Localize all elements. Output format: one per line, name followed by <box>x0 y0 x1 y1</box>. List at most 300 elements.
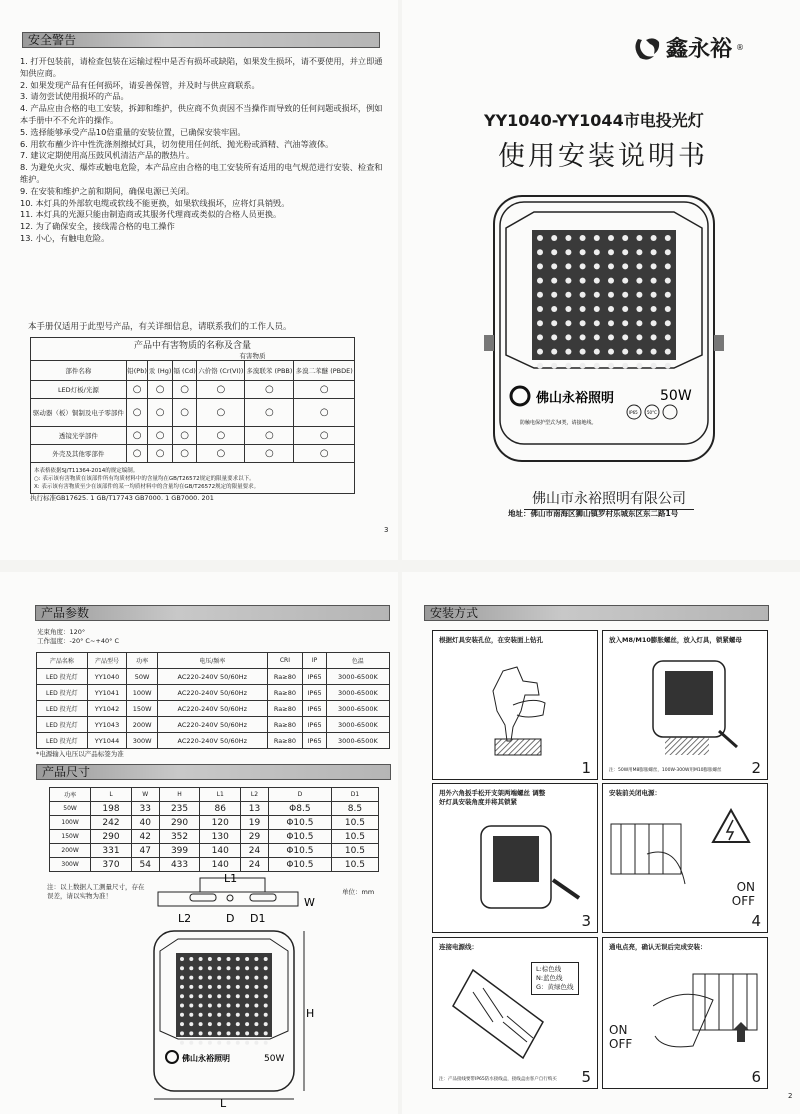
step-caption: 安装前关闭电源： <box>609 789 661 797</box>
led-chip <box>665 363 671 369</box>
led-chip <box>180 994 184 998</box>
led-chip <box>594 235 600 241</box>
table-cell: AC220-240V 50/60Hz <box>158 733 268 749</box>
led-chip <box>245 985 249 989</box>
table-cell: 200W <box>127 717 158 733</box>
led-chip <box>537 320 543 326</box>
led-chip <box>651 363 657 369</box>
led-chip <box>651 349 657 355</box>
led-chip <box>227 1013 231 1017</box>
table-row <box>50 858 379 872</box>
table-cell: YY1042 <box>87 701 127 717</box>
step-caption: 放入M8/M10膨胀螺丝，放入灯具，锁紧螺母 <box>609 636 742 644</box>
led-chip <box>665 249 671 255</box>
led-chip <box>189 994 193 998</box>
table-cell: 3000-6500K <box>326 685 389 701</box>
hazard-mark: ○ <box>172 445 196 463</box>
led-chip <box>551 249 557 255</box>
led-chip <box>565 363 571 369</box>
power-switch-label <box>609 1023 632 1051</box>
led-chip <box>580 363 586 369</box>
led-chip <box>665 278 671 284</box>
led-chip <box>651 263 657 269</box>
step-caption: 连接电源线： <box>439 943 478 951</box>
led-chip <box>227 994 231 998</box>
led-chip <box>636 306 642 312</box>
led-chip <box>245 1004 249 1008</box>
hazard-header: 多溴联苯 (PBB) <box>245 361 294 381</box>
drill-icon <box>483 661 563 761</box>
table-row <box>31 399 355 427</box>
table-cell: 300W <box>50 858 91 872</box>
hazard-note: 本表格依据SJ/T11364-2014的规定编制。 <box>34 468 139 474</box>
led-chip <box>217 957 221 961</box>
table-cell: Ra≥80 <box>267 669 303 685</box>
table-cell: 86 <box>200 802 241 816</box>
led-chip <box>594 349 600 355</box>
label-D1: D1 <box>250 912 266 924</box>
table-cell: Φ10.5 <box>268 830 331 844</box>
led-chip <box>236 966 240 970</box>
hazard-mark: ○ <box>197 399 245 427</box>
install-step-6 <box>602 937 768 1089</box>
led-chip <box>580 306 586 312</box>
led-chip <box>651 249 657 255</box>
column-header: D1 <box>331 788 378 802</box>
led-chip <box>254 966 258 970</box>
table-cell: LED 投光灯 <box>37 669 88 685</box>
dims-header: 产品尺寸 <box>36 764 391 780</box>
table-row <box>31 381 355 399</box>
table-cell: 24 <box>241 844 269 858</box>
table-cell: 150W <box>127 701 158 717</box>
header-row <box>37 653 390 669</box>
install-step-3 <box>432 783 598 933</box>
led-chip <box>189 1004 193 1008</box>
high-voltage-warning-icon <box>711 808 751 844</box>
step-note: 注：产品接线要带IP65防水接线盒，接线盒由客户自行购买 <box>439 1077 557 1082</box>
off-label: OFF <box>609 1037 633 1051</box>
led-chip <box>180 985 184 989</box>
hazard-header: 镉 (Cd) <box>172 361 196 381</box>
led-chip <box>245 966 249 970</box>
hazard-notes-row <box>31 463 355 494</box>
brand-name: 鑫永裕 <box>666 37 733 62</box>
column-header: 产品名称 <box>37 653 88 669</box>
table-cell: Φ10.5 <box>268 816 331 830</box>
led-chip <box>580 249 586 255</box>
led-chip <box>594 306 600 312</box>
led-chip <box>551 349 557 355</box>
wire-G: G：黄绿色线 <box>536 983 574 991</box>
led-chip <box>565 320 571 326</box>
led-chip <box>245 1041 249 1045</box>
led-chip <box>665 334 671 340</box>
hazard-part: 外壳及其他零部件 <box>31 445 127 463</box>
hazard-table <box>30 337 355 494</box>
table-cell: Φ8.5 <box>268 802 331 816</box>
beam-angle: 光束角度：120° <box>37 628 86 636</box>
led-chip <box>565 306 571 312</box>
led-chip <box>594 249 600 255</box>
led-chip <box>208 1041 212 1045</box>
swirl-logo-icon <box>632 34 662 62</box>
column-header: H <box>159 788 200 802</box>
led-chip <box>264 966 268 970</box>
table-cell: 140 <box>200 858 241 872</box>
breaker-panel-icon <box>607 814 687 894</box>
hazard-title-row <box>31 338 355 352</box>
led-chip <box>565 278 571 284</box>
page-safety <box>0 0 398 560</box>
table-cell: Ra≥80 <box>267 717 303 733</box>
led-chip <box>236 1022 240 1026</box>
hazard-header: 六价铬 (Cr(VI)) <box>197 361 245 381</box>
led-chip <box>208 1022 212 1026</box>
safety-list <box>20 56 390 245</box>
led-chip <box>636 334 642 340</box>
led-chip <box>180 1022 184 1026</box>
led-chip <box>227 1022 231 1026</box>
led-chip <box>580 263 586 269</box>
led-chip <box>608 278 614 284</box>
hazard-part: 驱动器（板）铜制及电子零部件 <box>31 399 127 427</box>
led-chip <box>189 1013 193 1017</box>
column-header: 电压/频率 <box>158 653 268 669</box>
led-chip <box>580 235 586 241</box>
led-chip <box>551 320 557 326</box>
led-chip <box>264 1041 268 1045</box>
table-cell: AC220-240V 50/60Hz <box>158 701 268 717</box>
led-chip <box>245 1031 249 1035</box>
table-cell: 40 <box>131 816 159 830</box>
table-cell: 198 <box>91 802 132 816</box>
led-chip <box>608 306 614 312</box>
led-chip <box>537 235 543 241</box>
led-chip <box>651 278 657 284</box>
table-cell: 8.5 <box>331 802 378 816</box>
table-row <box>31 445 355 463</box>
label-L1: L1 <box>224 872 238 885</box>
led-chip <box>565 235 571 241</box>
led-chip <box>199 1013 203 1017</box>
led-chip <box>622 363 628 369</box>
step-number: 1 <box>581 759 591 777</box>
table-row <box>37 733 390 749</box>
led-chip <box>608 235 614 241</box>
hazard-mark: ○ <box>126 427 147 445</box>
table-cell: 10.5 <box>331 858 378 872</box>
table-cell: 150W <box>50 830 91 844</box>
column-header: IP <box>303 653 326 669</box>
hazard-mark: ○ <box>245 381 294 399</box>
dims-note: 注：以上数据人工测量尺寸，存在误差，请以实物为准！ <box>47 883 145 900</box>
mounted-floodlight-icon <box>643 657 743 757</box>
led-chip <box>236 1013 240 1017</box>
table-cell: 29 <box>241 830 269 844</box>
led-chip <box>551 235 557 241</box>
led-chip <box>199 1004 203 1008</box>
table-row <box>37 669 390 685</box>
table-row <box>37 685 390 701</box>
led-chip <box>199 966 203 970</box>
table-cell: IP65 <box>303 669 326 685</box>
led-chip <box>189 957 193 961</box>
led-chip <box>594 263 600 269</box>
hazard-mark: ○ <box>197 381 245 399</box>
table-cell: 352 <box>159 830 200 844</box>
params-table <box>36 652 390 749</box>
table-row <box>31 427 355 445</box>
led-chip <box>622 235 628 241</box>
led-chip <box>227 957 231 961</box>
page-specs <box>0 572 398 1114</box>
table-cell: Ra≥80 <box>267 733 303 749</box>
working-temp: 工作温度：-20° C~+40° C <box>37 637 119 645</box>
table-cell: 235 <box>159 802 200 816</box>
led-chip <box>254 1022 258 1026</box>
table-row <box>37 701 390 717</box>
led-chip <box>622 263 628 269</box>
led-chip <box>180 957 184 961</box>
side-profile-diagram <box>150 872 320 924</box>
standards: 执行标准GB17625. 1 GB/T17743 GB7000. 1 GB7000. 201 <box>30 494 214 502</box>
hazard-mark: ○ <box>245 445 294 463</box>
column-header: D <box>268 788 331 802</box>
table-cell: 100W <box>50 816 91 830</box>
led-chip <box>580 334 586 340</box>
column-header: 色温 <box>326 653 389 669</box>
hazard-notes <box>31 463 355 494</box>
on-label: ON <box>609 1023 628 1037</box>
table-cell: 331 <box>91 844 132 858</box>
wire-legend <box>531 962 579 995</box>
hazard-subtitle: 有害物质 <box>31 351 355 361</box>
led-chip <box>254 1013 258 1017</box>
safety-item: 12. 为了确保安全，接线需合格的电工操作 <box>20 221 175 232</box>
led-chip <box>537 249 543 255</box>
hazard-mark: ○ <box>148 427 173 445</box>
label-L: L <box>220 1097 227 1107</box>
led-chip <box>651 292 657 298</box>
led-chip <box>217 985 221 989</box>
wire-N: N:蓝色线 <box>536 974 563 982</box>
table-cell: 399 <box>159 844 200 858</box>
led-chip <box>622 278 628 284</box>
led-chip <box>264 957 268 961</box>
hazard-mark: ○ <box>126 445 147 463</box>
column-header: L1 <box>200 788 241 802</box>
led-chip <box>636 235 642 241</box>
safety-item: 7. 建议定期使用高压鼓风机清洁产品的散热片。 <box>20 150 195 161</box>
table-cell: 300W <box>127 733 158 749</box>
led-chip <box>208 976 212 980</box>
led-chip <box>608 349 614 355</box>
led-chip <box>227 1041 231 1045</box>
table-cell: LED 投光灯 <box>37 733 88 749</box>
hazard-mark: ○ <box>197 445 245 463</box>
led-chip <box>565 263 571 269</box>
install-step-5 <box>432 937 598 1089</box>
led-chip <box>264 994 268 998</box>
led-chip <box>537 334 543 340</box>
hazard-mark: ○ <box>172 381 196 399</box>
step-caption: 根据灯具安装孔位，在安装面上钻孔 <box>439 636 543 644</box>
step-number: 3 <box>581 912 591 930</box>
table-cell: 24 <box>241 858 269 872</box>
safety-item: 9. 在安装和维护之前和期间，确保电源已关闭。 <box>20 185 195 196</box>
table-cell: 200W <box>50 844 91 858</box>
hazard-mark: ○ <box>245 399 294 427</box>
led-chip <box>594 363 600 369</box>
led-chip <box>551 278 557 284</box>
hazard-mark: ○ <box>148 445 173 463</box>
step-caption: 用外六角扳手松开支架两端螺丝 调整好灯具安装角度并将其锁紧 <box>439 789 546 806</box>
table-cell: Ra≥80 <box>267 701 303 717</box>
led-chip <box>264 976 268 980</box>
table-cell: 19 <box>241 816 269 830</box>
table-cell: Ra≥80 <box>267 685 303 701</box>
led-chip <box>236 994 240 998</box>
led-chip <box>665 349 671 355</box>
led-chip <box>565 349 571 355</box>
breaker-on-icon <box>653 966 763 1056</box>
dims-table <box>49 787 379 872</box>
led-chip <box>236 1031 240 1035</box>
led-chip <box>208 966 212 970</box>
hazard-subtitle-row <box>31 351 355 361</box>
led-chip <box>180 1031 184 1035</box>
front-view-diagram <box>140 927 320 1107</box>
table-cell: Φ10.5 <box>268 858 331 872</box>
led-chip <box>594 278 600 284</box>
hazard-mark: ○ <box>172 399 196 427</box>
company-address: 地址：佛山市南海区狮山镇罗村乐城东区东二路1号 <box>508 509 679 518</box>
led-chip <box>264 1004 268 1008</box>
safety-item: 10. 本灯具的外部软电缆或软线不能更换，如果软线损坏，应将灯具销毁。 <box>20 197 290 208</box>
led-chip <box>537 349 543 355</box>
header-row <box>50 788 379 802</box>
label-D: D <box>226 912 235 924</box>
on-label: ON <box>736 880 755 894</box>
table-cell: Φ10.5 <box>268 844 331 858</box>
led-chip <box>189 1031 193 1035</box>
safety-item: 6. 用软布蘸少许中性洗涤剂擦拭灯具，切勿使用任何纸、抛光粉或酒精、汽油等液体。 <box>20 138 334 149</box>
table-cell: 290 <box>91 830 132 844</box>
led-chip <box>254 1031 258 1035</box>
manual-note: 本手册仅适用于此型号产品，有关详细信息，请联系我们的工作人员。 <box>28 322 292 332</box>
ip-badge: IP65 <box>629 410 638 415</box>
led-chip <box>254 1004 258 1008</box>
label-brand: 佛山永裕照明 <box>536 391 615 406</box>
led-chip <box>551 263 557 269</box>
led-chip <box>622 349 628 355</box>
safety-item: 13. 小心，有触电危险。 <box>20 232 110 243</box>
led-chip <box>537 278 543 284</box>
power-switch-label <box>732 880 755 908</box>
safety-item: 8. 为避免火灾、爆炸或触电危险，本产品应由合格的电工安装所有适用的电气规范进行安装、检查和维护。 <box>20 162 383 184</box>
brand-logo <box>632 32 744 63</box>
table-cell: 120 <box>200 816 241 830</box>
led-chip <box>665 263 671 269</box>
page-number: 3 <box>384 526 389 534</box>
led-chip <box>189 985 193 989</box>
column-header: L2 <box>241 788 269 802</box>
led-chip <box>254 994 258 998</box>
install-step-2 <box>602 630 768 780</box>
led-chip <box>227 966 231 970</box>
hazard-header: 多溴二苯醚 (PBDE) <box>294 361 355 381</box>
table-cell: 3000-6500K <box>326 733 389 749</box>
safety-item: 2. 如果发现产品有任何损坏，请妥善保管，并及时与供应商联系。 <box>20 79 260 90</box>
led-chip <box>636 363 642 369</box>
led-chip <box>264 985 268 989</box>
led-chip <box>236 1041 240 1045</box>
table-cell: 290 <box>159 816 200 830</box>
hazard-mark: ○ <box>294 445 355 463</box>
temp-badge: 50°C <box>647 410 657 415</box>
led-chip <box>208 1004 212 1008</box>
label-brand: 佛山永裕照明 <box>182 1054 230 1063</box>
column-header: W <box>131 788 159 802</box>
hazard-mark: ○ <box>294 399 355 427</box>
floodlight-drawing <box>484 190 724 470</box>
led-chip <box>665 235 671 241</box>
led-chip <box>622 306 628 312</box>
led-chip <box>180 966 184 970</box>
registered-mark: ® <box>736 43 745 52</box>
led-chip <box>208 1013 212 1017</box>
hazard-mark: ○ <box>294 427 355 445</box>
page-install <box>402 572 800 1114</box>
page-number: 2 <box>788 1092 793 1100</box>
led-chip <box>199 976 203 980</box>
led-chip <box>217 1022 221 1026</box>
led-chip <box>636 320 642 326</box>
led-chip <box>199 1022 203 1026</box>
led-chip <box>208 994 212 998</box>
led-chip <box>651 334 657 340</box>
table-cell: 50W <box>50 802 91 816</box>
led-chip <box>622 249 628 255</box>
led-chip <box>217 966 221 970</box>
led-chip <box>217 1004 221 1008</box>
led-chip <box>236 976 240 980</box>
table-cell: 100W <box>127 685 158 701</box>
hazard-title: 产品中有害物质的名称及含量 <box>31 338 355 352</box>
led-chip <box>580 320 586 326</box>
led-chip <box>608 334 614 340</box>
led-chip <box>227 1031 231 1035</box>
led-chip <box>189 966 193 970</box>
table-cell: 13 <box>241 802 269 816</box>
led-chip <box>217 1013 221 1017</box>
led-chip <box>608 249 614 255</box>
led-chip <box>208 985 212 989</box>
model-line: YY1040-YY1044市电投光灯 <box>484 111 704 130</box>
step-note: 注：50W用M8膨胀螺丝，100W-300W用M10膨胀螺丝 <box>609 768 722 773</box>
table-cell: 3000-6500K <box>326 717 389 733</box>
led-chip <box>565 249 571 255</box>
led-chip <box>217 1041 221 1045</box>
led-chip <box>236 957 240 961</box>
table-cell: 370 <box>91 858 132 872</box>
table-cell: 433 <box>159 858 200 872</box>
led-chip <box>245 994 249 998</box>
safety-item: 5. 选择能够承受产品10倍重量的安装位置，已确保安装牢固。 <box>20 126 246 137</box>
led-chip <box>217 976 221 980</box>
table-cell: 3000-6500K <box>326 701 389 717</box>
